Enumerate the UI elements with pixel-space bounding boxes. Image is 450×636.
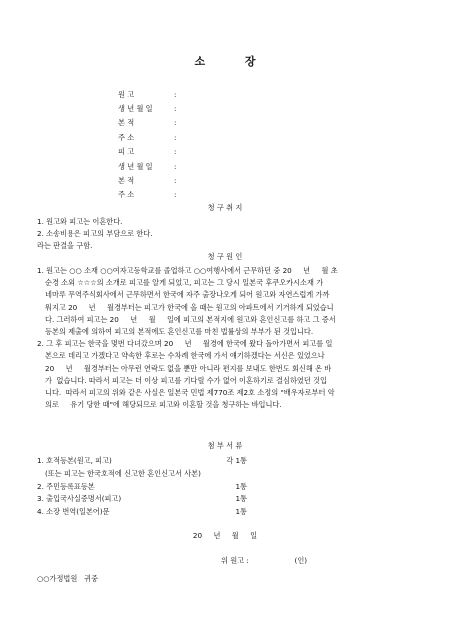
attachment-item	[37, 494, 247, 507]
attachment-label: (또는 피고는 한국호적에 신고한 혼인신고서 사본)	[45, 468, 201, 478]
attachment-count: 1통	[235, 481, 247, 491]
claim-list	[37, 217, 420, 254]
cause-line: 가 없습니다. 따라서 피고는 더 이상 피고를 기다릴 수가 없어 이혼하기로 결심하였던 것입	[45, 375, 327, 385]
court-addressee: ○○가정법원 귀중	[37, 574, 99, 583]
attachment-label: 1. 호적등본(원고, 피고)	[37, 456, 112, 465]
document-title: 소 장	[194, 55, 274, 68]
attachment-item	[37, 456, 247, 469]
claim-line: 라는 판결을 구함.	[37, 241, 93, 251]
attachment-count: 각 1통	[226, 456, 247, 465]
party-colon: :	[174, 190, 177, 200]
attachment-label: 4. 소장 번역(일본어)문	[37, 507, 110, 517]
cause-heading: 청 구 원 인	[207, 252, 243, 261]
attachment-item	[37, 482, 247, 495]
cause-line: 워지고 20 년 월경부터는 피고가 한국에 올 때는 원고의 아파트에서 기거하게 되었습니	[45, 302, 334, 312]
party-colon: :	[174, 89, 177, 99]
cause-line: 네마루 무역주식회사에서 근무하면서 한국에 자주 출장나오게 되어 원고와 자연스럽게 가까	[45, 290, 330, 300]
attachment-label: 3. 출입국사실증명서(피고)	[37, 494, 122, 504]
party-row	[118, 101, 182, 115]
party-label: 본 적	[118, 118, 135, 128]
claim-line: 1. 원고와 피고는 이혼한다.	[37, 217, 123, 226]
cause-line: 니다. 따라서 피고의 위와 같은 사실은 일본국 민법 제770조 제2호 소정의 "배우자로부터 악	[45, 387, 335, 397]
party-row	[118, 130, 182, 144]
attachment-item	[37, 469, 247, 482]
cause-line: 2. 그 후 피고는 한국을 몇번 다녀갔으며 20 년 월경에 한국에 왔다 돌아가면서 피고를 일	[37, 339, 333, 349]
party-label: 주 소	[118, 132, 135, 142]
attachment-count: 1통	[235, 507, 247, 517]
party-row	[118, 159, 182, 173]
party-label: 본 적	[118, 176, 135, 186]
party-colon: :	[174, 176, 177, 186]
cause-list	[37, 266, 420, 412]
cause-line: 다. 그러하여 피고는 20 년 월 일에 피고의 본적지에 원고와 혼인신고를 하고 그 증서	[45, 314, 336, 324]
party-row	[118, 145, 182, 159]
party-colon: :	[174, 104, 177, 114]
claim-line: 2. 소송비용은 피고의 부담으로 한다.	[37, 229, 153, 239]
party-colon: :	[174, 147, 177, 157]
party-row	[118, 188, 182, 202]
attachments-heading: 첨 부 서 류	[207, 441, 243, 450]
party-label: 생 년 월 일	[118, 104, 153, 114]
cause-line: 20 년 월경부터는 아무런 연락도 없을 뿐만 아니라 편지를 보내도 한번도 회신해 온 바	[45, 363, 332, 373]
party-colon: :	[174, 161, 177, 171]
party-label: 생 년 월 일	[118, 161, 153, 171]
party-label: 주 소	[118, 190, 135, 200]
attachment-item	[37, 507, 247, 520]
attachments-list	[37, 456, 247, 520]
parties-block	[118, 87, 182, 202]
party-label: 피 고	[118, 147, 135, 157]
party-label: 원 고	[118, 89, 135, 99]
party-row	[118, 116, 182, 130]
cause-line: 본으로 데리고 가겠다고 약속한 후로는 수차례 한국에 가서 얘기하겠다는 서신은 있었으나	[45, 351, 325, 361]
attachment-label: 2. 주민등록표등본	[37, 481, 95, 491]
signature-line: 위 원고 : (인)	[221, 556, 308, 565]
party-row	[118, 173, 182, 187]
filing-date: 20 년 월 일	[192, 531, 258, 540]
party-colon: :	[174, 118, 177, 128]
cause-line: 의로 유기 당한 때"에 해당되므로 피고와 이혼할 것을 청구하는 바입니다.	[45, 400, 282, 410]
claim-heading: 청 구 취 지	[207, 203, 243, 212]
party-row	[118, 87, 182, 101]
cause-line: 등본의 제출에 의하여 피고의 본적에도 혼인신고를 마친 법률상의 부부가 된 것입니다.	[45, 326, 314, 336]
cause-line: 1. 원고는 ○○ 소재 ○○여자고등학교를 졸업하고 ○○여행사에서 근무하던 중 20 년 월 초	[37, 266, 338, 275]
cause-line: 순경 소외 ☆☆☆의 소개로 피고를 알게 되었고, 피고는 그 당시 일본국 후쿠오카시소재 가	[45, 278, 324, 288]
party-colon: :	[174, 132, 177, 142]
attachment-count: 1통	[235, 494, 247, 504]
